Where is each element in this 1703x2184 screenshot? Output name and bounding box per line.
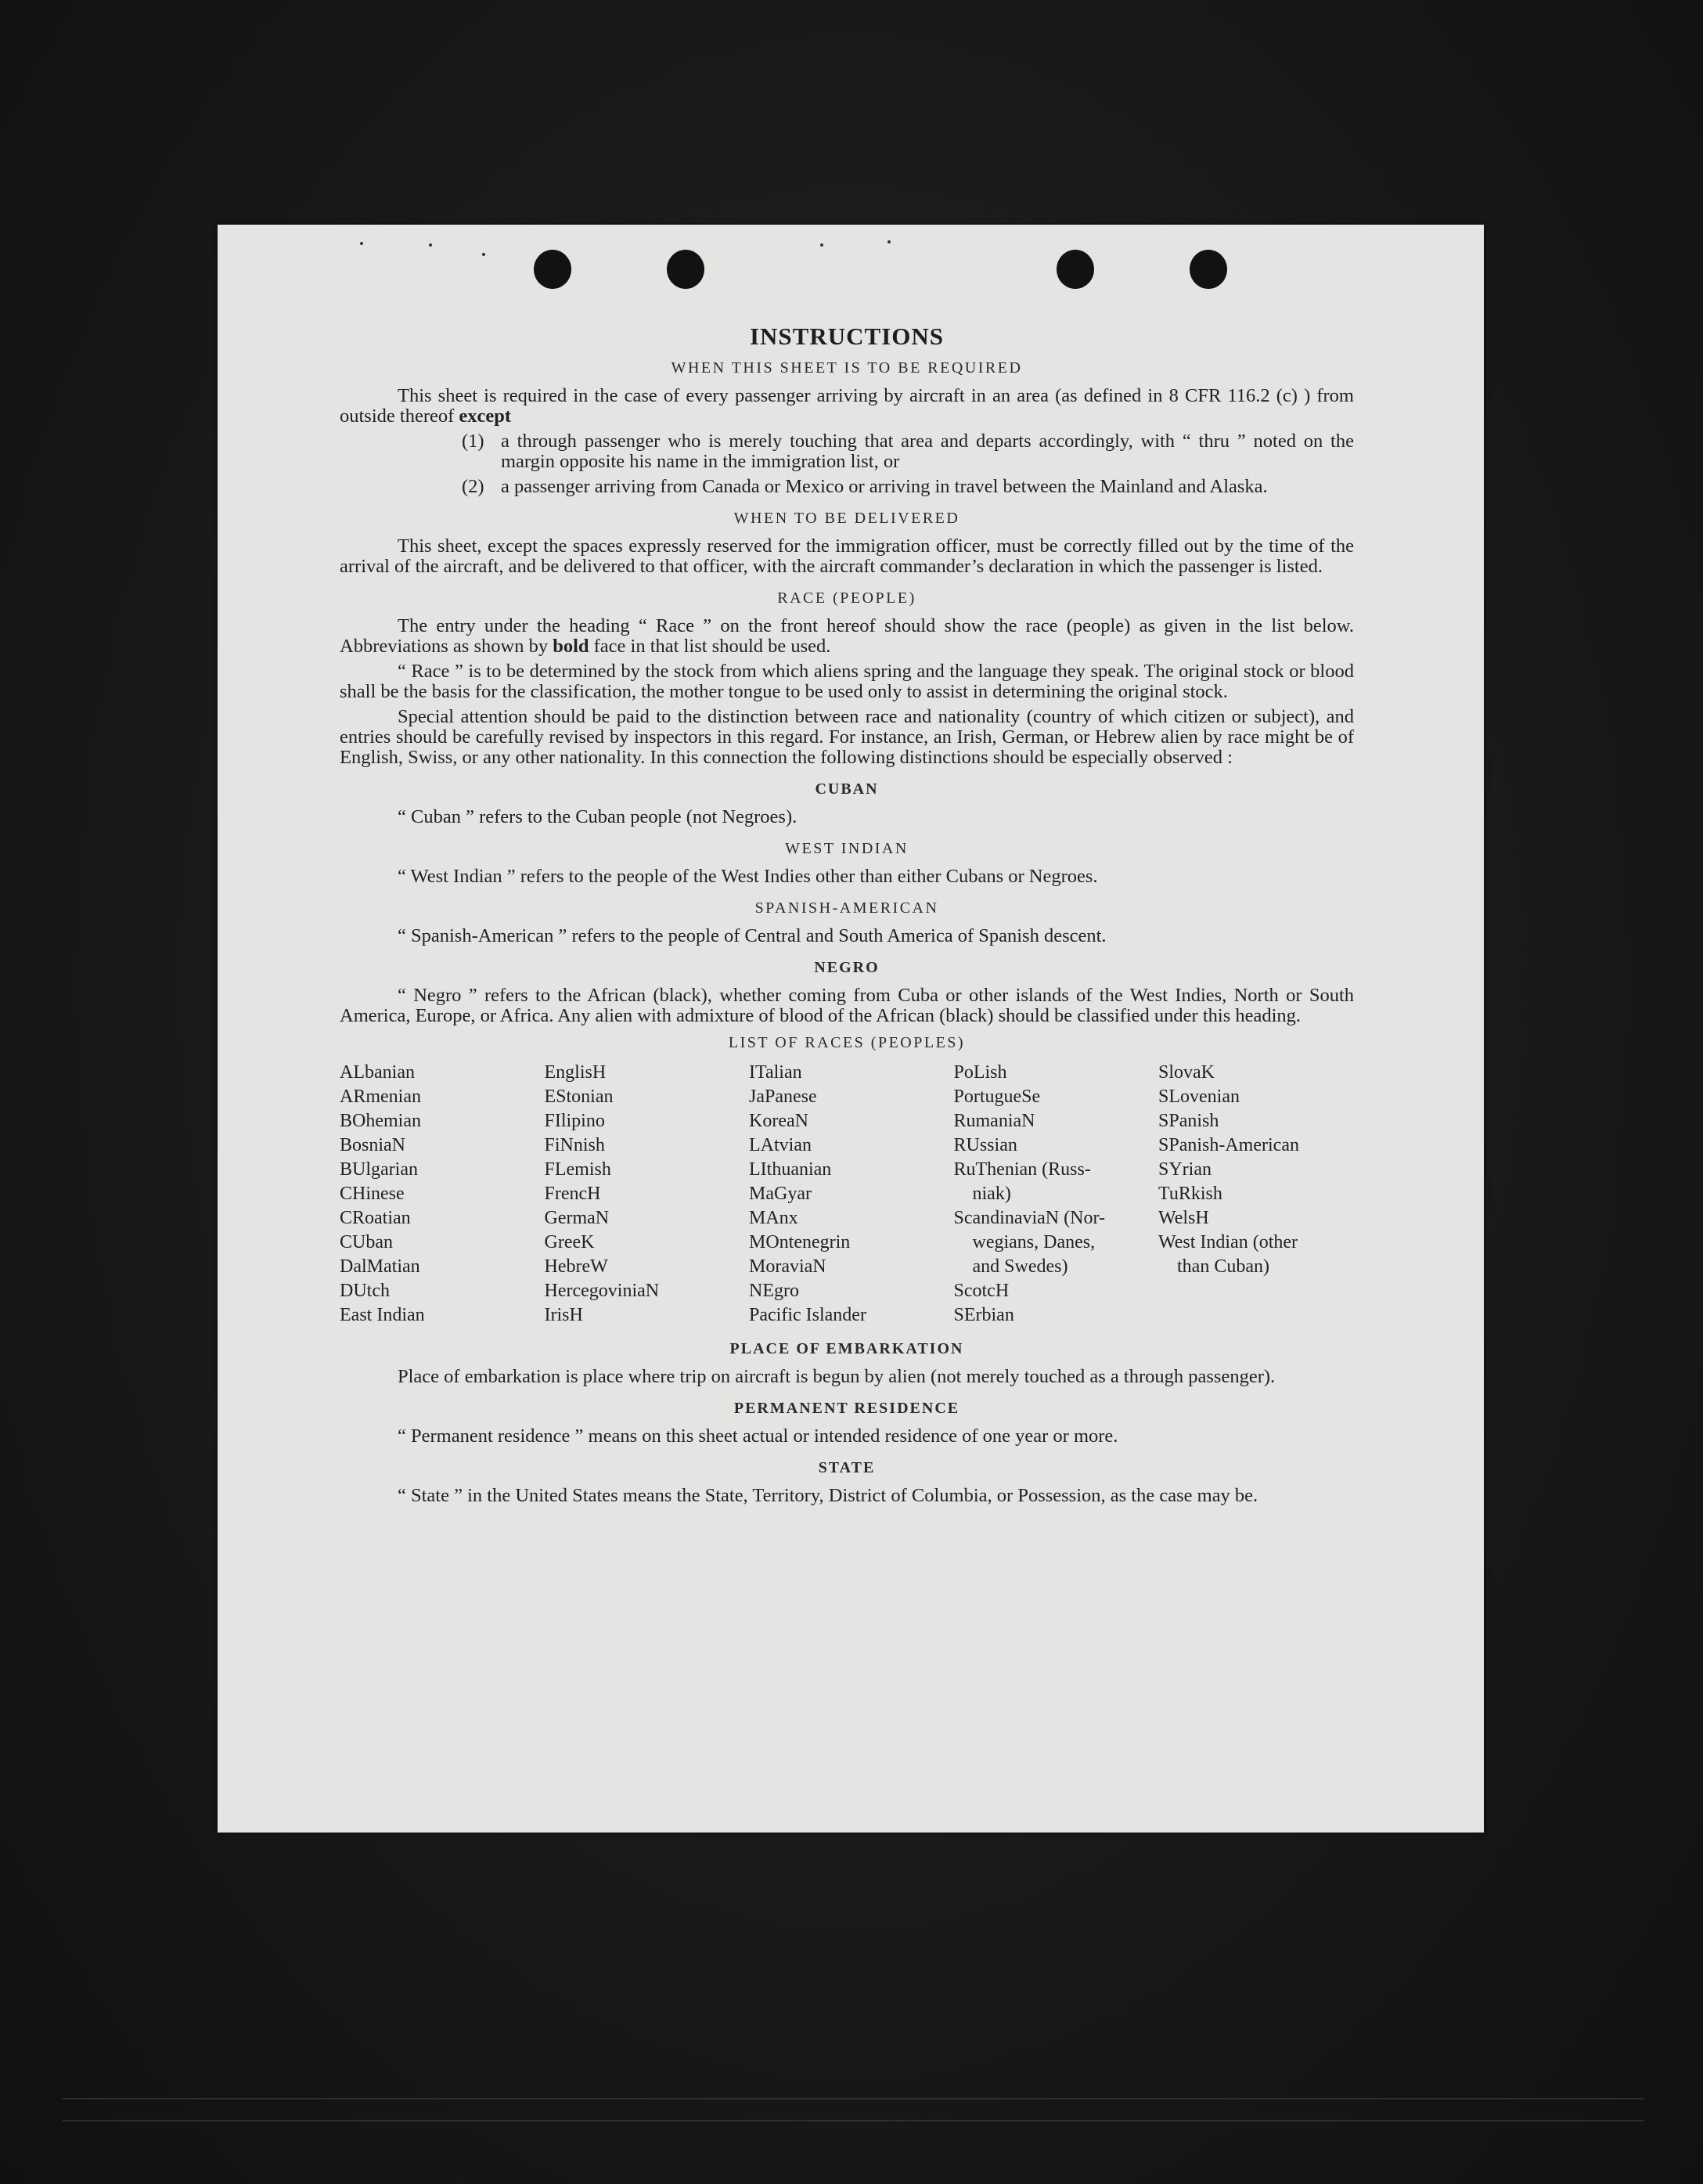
- race-item: Pacific Islander: [749, 1305, 866, 1325]
- punch-hole: [1057, 250, 1094, 289]
- race-item: ARmenian: [340, 1087, 421, 1107]
- race-item: ScandinaviaN (Nor-: [953, 1208, 1105, 1228]
- race-item: GermaN: [544, 1208, 610, 1228]
- race-item: RUssian: [953, 1135, 1017, 1155]
- heading-race: RACE (PEOPLE): [777, 589, 916, 607]
- required-intro-except: except: [459, 405, 512, 427]
- state-text: “ State ” in the United States means the State, Territory, District of Columbia, or Possession, as the case may be.: [398, 1485, 1258, 1506]
- cuban-text: “ Cuban ” refers to the Cuban people (not Negroes).: [398, 806, 797, 827]
- race-item: East Indian: [340, 1305, 425, 1325]
- race-item: JaPanese: [749, 1087, 817, 1107]
- race-item: ALbanian: [340, 1062, 415, 1083]
- race-item: PortugueSe: [953, 1087, 1041, 1107]
- race-item: HebreW: [544, 1256, 608, 1277]
- embarkation-text: Place of embarkation is place where trip on aircraft is begun by alien (not merely touched as a through passenger).: [398, 1366, 1276, 1387]
- exception-item: [462, 431, 1354, 472]
- race-item: GreeK: [544, 1232, 595, 1252]
- heading-delivered: WHEN TO BE DELIVERED: [733, 510, 960, 527]
- race-item: ITalian: [749, 1062, 802, 1083]
- race-item: CHinese: [340, 1184, 405, 1204]
- race-item: EStonian: [544, 1087, 614, 1107]
- race-item: CRoatian: [340, 1208, 411, 1228]
- race-item: LIthuanian: [749, 1159, 832, 1180]
- race-item: TuRkish: [1158, 1184, 1222, 1204]
- race-item: FiNnish: [544, 1135, 605, 1155]
- required-intro: [340, 386, 1354, 427]
- race-item: West Indian (other: [1158, 1232, 1298, 1252]
- race-item: LAtvian: [749, 1135, 812, 1155]
- race-item: SErbian: [953, 1305, 1014, 1325]
- race-item: SYrian: [1158, 1159, 1212, 1180]
- race-item: DUtch: [340, 1281, 390, 1301]
- race-item: niak): [972, 1184, 1011, 1204]
- heading-cuban: CUBAN: [815, 780, 879, 798]
- race-p1-a: The entry under the heading “ Race ” on the front hereof should show the race (people) as given in the list below. Abbreviations as shown by: [340, 615, 1354, 657]
- exception-text: a passenger arriving from Canada or Mexico or arriving in travel between the Mainland and Alaska.: [501, 476, 1268, 497]
- race-item: SlovaK: [1158, 1062, 1215, 1083]
- race-item: SPanish-American: [1158, 1135, 1299, 1155]
- heading-spanish-american: SPANISH-AMERICAN: [754, 899, 939, 917]
- race-item: MAnx: [749, 1208, 798, 1228]
- punch-hole: [1190, 250, 1227, 289]
- race-paragraph-1: [340, 616, 1354, 657]
- speck: [360, 242, 363, 245]
- residence-text: “ Permanent residence ” means on this sheet actual or intended residence of one year or more.: [398, 1425, 1118, 1447]
- race-item: ScotcH: [953, 1281, 1010, 1301]
- race-column: [340, 1061, 535, 1328]
- race-item: KoreaN: [749, 1111, 808, 1131]
- race-item: and Swedes): [972, 1256, 1068, 1277]
- exception-number: (2): [462, 476, 484, 497]
- speck: [820, 243, 823, 247]
- race-item: FLemish: [544, 1159, 611, 1180]
- exception-number: (1): [462, 431, 484, 452]
- race-item: EnglisH: [544, 1062, 607, 1083]
- scan-artifact-line: [63, 2098, 1644, 2099]
- race-list: [340, 1061, 1354, 1328]
- race-column: [1158, 1061, 1354, 1328]
- race-p1-bold: bold: [553, 636, 589, 657]
- race-item: SLovenian: [1158, 1087, 1240, 1107]
- race-item: MOntenegrin: [749, 1232, 851, 1252]
- heading-list-of-races: LIST OF RACES (PEOPLES): [728, 1034, 966, 1051]
- required-intro-text: This sheet is required in the case of every passenger arriving by aircraft in an area (as defined in 8 CFR 116.2 (c) ) from outside thereof: [340, 385, 1354, 427]
- heading-embarkation: PLACE OF EMBARKATION: [729, 1340, 964, 1357]
- race-item: IrisH: [544, 1305, 583, 1325]
- race-item: CUban: [340, 1232, 393, 1252]
- document-sheet: [218, 225, 1484, 1833]
- speck: [429, 243, 432, 247]
- race-item: BOhemian: [340, 1111, 421, 1131]
- exception-item: [462, 477, 1354, 497]
- negro-text: “ Negro ” refers to the African (black), whether coming from Cuba or other islands of the West Indies, North or South America, Europe, or Africa. Any alien with admixture of blood of the African (black) should be classified under this heading.: [340, 985, 1354, 1026]
- race-paragraph-3: Special attention should be paid to the distinction between race and nationality (country of which citizen or subject), and entries should be carefully revised by inspectors in this regard. For instance, an Irish, German, or Hebrew alien by race might be of English, Swiss, or any other nationality. In this connection the following distinctions should be especially observed :: [340, 706, 1354, 768]
- scan-artifact-line: [63, 2120, 1644, 2121]
- race-paragraph-2: “ Race ” is to be determined by the stock from which aliens spring and the language they speak. The original stock or blood shall be the basis for the classification, the mother tongue to be used only to assist in determining the original stock.: [340, 661, 1354, 702]
- race-column: [749, 1061, 945, 1328]
- exception-text: a through passenger who is merely touching that area and departs accordingly, with “ thru ” noted on the margin opposite his name in the immigration list, or: [501, 431, 1354, 472]
- punch-hole: [534, 250, 571, 289]
- race-item: wegians, Danes,: [972, 1232, 1096, 1252]
- speck: [888, 240, 891, 243]
- page-title: INSTRUCTIONS: [749, 323, 944, 350]
- race-item: NEgro: [749, 1281, 799, 1301]
- speck: [482, 253, 485, 256]
- race-item: BosniaN: [340, 1135, 405, 1155]
- heading-state: STATE: [818, 1459, 876, 1476]
- delivered-text: This sheet, except the spaces expressly reserved for the immigration officer, must be correctly filled out by the time of the arrival of the aircraft, and be delivered to that officer, with the aircraft commander’s declaration in which the passenger is listed.: [340, 535, 1354, 577]
- west-indian-text: “ West Indian ” refers to the people of the West Indies other than either Cubans or Negroes.: [398, 866, 1098, 887]
- race-item: FIlipino: [544, 1111, 605, 1131]
- race-p1-b: face in that list should be used.: [593, 636, 831, 657]
- race-column: [954, 1061, 1150, 1328]
- race-item: than Cuban): [1177, 1256, 1269, 1277]
- race-item: RumaniaN: [953, 1111, 1035, 1131]
- punch-hole: [667, 250, 704, 289]
- race-item: WelsH: [1158, 1208, 1209, 1228]
- race-item: PoLish: [953, 1062, 1007, 1083]
- race-item: FrencH: [544, 1184, 601, 1204]
- race-item: MaGyar: [749, 1184, 812, 1204]
- heading-residence: PERMANENT RESIDENCE: [733, 1400, 960, 1417]
- race-item: HercegoviniaN: [544, 1281, 660, 1301]
- race-item: RuThenian (Russ-: [953, 1159, 1091, 1180]
- heading-negro: NEGRO: [814, 959, 880, 976]
- heading-west-indian: WEST INDIAN: [785, 840, 909, 857]
- race-column: [545, 1061, 740, 1328]
- spanish-american-text: “ Spanish-American ” refers to the people of Central and South America of Spanish descent.: [398, 925, 1107, 946]
- instructions-content: [340, 323, 1354, 1511]
- race-item: SPanish: [1158, 1111, 1219, 1131]
- heading-required: WHEN THIS SHEET IS TO BE REQUIRED: [671, 359, 1023, 377]
- race-item: MoraviaN: [749, 1256, 826, 1277]
- race-item: BUlgarian: [340, 1159, 418, 1180]
- race-item: DalMatian: [340, 1256, 420, 1277]
